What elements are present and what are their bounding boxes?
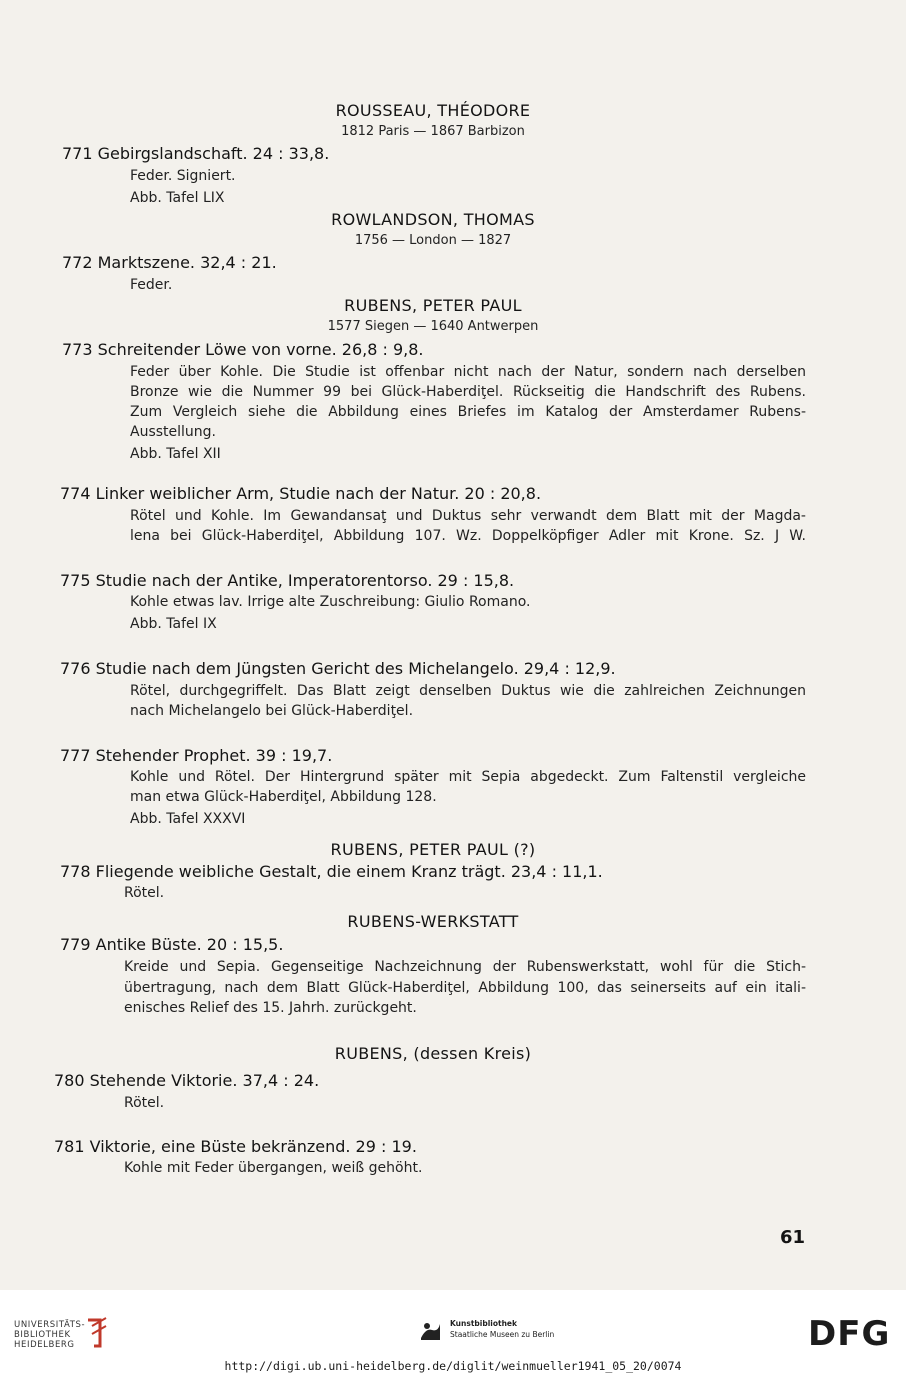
viewer-footer <box>0 1290 906 1375</box>
entry-description: Rötel. <box>124 885 165 901</box>
artist-heading: ROWLANDSON, THOMAS <box>331 210 535 229</box>
university-emblem-icon <box>84 1316 110 1350</box>
artist-dates: 1756 — London — 1827 <box>354 233 512 248</box>
entry-plate-reference: Abb. Tafel IX <box>130 616 217 632</box>
entry-description: Feder über Kohle. Die Studie ist offenbar nicht nach der Natur, sondern nach derselben <box>130 364 806 380</box>
kunstbibliothek-logo-icon[interactable] <box>418 1318 442 1344</box>
entry-description: Kohle etwas lav. Irrige alte Zuschreibung: Giulio Romano. <box>130 594 531 610</box>
entry-description: Ausstellung. <box>130 424 217 440</box>
entry-description: Rötel. <box>124 1095 165 1111</box>
entry-description: übertragung, nach dem Blatt Glück-Haberdiţel, Abbildung 100, das seinerseits auf ein itali- <box>124 980 806 996</box>
kunstbibliothek-subtitle: Staatliche Museen zu Berlin <box>450 1330 555 1339</box>
catalog-entry-title: 774 Linker weiblicher Arm, Studie nach der Natur. 20 : 20,8. <box>60 484 542 503</box>
catalog-entry-title: 780 Stehende Viktorie. 37,4 : 24. <box>54 1071 320 1090</box>
entry-plate-reference: Abb. Tafel XXXVI <box>130 811 246 827</box>
page-number: 61 <box>780 1227 806 1248</box>
entry-description: Feder. <box>130 277 173 293</box>
university-logo-line: HEIDELBERG <box>14 1340 75 1350</box>
catalog-entry-title: 771 Gebirgslandschaft. 24 : 33,8. <box>62 144 330 163</box>
artist-heading: RUBENS, PETER PAUL (?) <box>330 840 536 859</box>
kunstbibliothek-title: Kunstbibliothek <box>450 1319 518 1328</box>
dfg-logo[interactable]: DFG <box>808 1314 891 1354</box>
artist-dates: 1812 Paris — 1867 Barbizon <box>341 124 525 139</box>
artist-dates: 1577 Siegen — 1640 Antwerpen <box>327 319 539 334</box>
catalog-entry-title: 778 Fliegende weibliche Gestalt, die einem Kranz trägt. 23,4 : 11,1. <box>60 862 603 881</box>
entry-description: Bronze wie die Nummer 99 bei Glück-Haberdiţel. Rückseitig die Handschrift des Rubens. <box>130 384 806 400</box>
entry-description: nach Michelangelo bei Glück-Haberdiţel. <box>130 703 414 719</box>
catalog-entry-title: 773 Schreitender Löwe von vorne. 26,8 : 9,8. <box>62 340 424 359</box>
artist-heading: ROUSSEAU, THÉODORE <box>335 101 531 120</box>
artist-heading: RUBENS, (dessen Kreis) <box>334 1044 532 1063</box>
entry-plate-reference: Abb. Tafel LIX <box>130 190 225 206</box>
catalog-entry-title: 775 Studie nach der Antike, Imperatorentorso. 29 : 15,8. <box>60 571 515 590</box>
entry-description: Kohle mit Feder übergangen, weiß gehöht. <box>124 1160 423 1176</box>
catalog-entry-title: 772 Marktszene. 32,4 : 21. <box>62 253 277 272</box>
entry-description: Rötel und Kohle. Im Gewandansaţ und Duktus sehr verwandt dem Blatt mit der Magda- <box>130 508 806 524</box>
entry-plate-reference: Abb. Tafel XII <box>130 446 221 462</box>
kunstbibliothek-label <box>450 1318 554 1340</box>
catalog-entry-title: 777 Stehender Prophet. 39 : 19,7. <box>60 746 333 765</box>
artist-heading: RUBENS, PETER PAUL <box>344 296 522 315</box>
artist-heading: RUBENS-WERKSTATT <box>347 912 519 931</box>
university-logo-line: UNIVERSITÄTS- <box>14 1320 86 1330</box>
entry-description: Kohle und Rötel. Der Hintergrund später mit Sepia abgedeckt. Zum Faltenstil vergleiche <box>130 769 806 785</box>
university-logo-line: BIBLIOTHEK <box>14 1330 71 1340</box>
entry-description: Rötel, durchgegriffelt. Das Blatt zeigt denselben Duktus wie die zahlreichen Zeichnungen <box>130 683 806 699</box>
entry-description: enisches Relief des 15. Jahrh. zurückgeht. <box>124 1000 417 1016</box>
catalog-entry-title: 779 Antike Büste. 20 : 15,5. <box>60 935 284 954</box>
permalink-url[interactable]: http://digi.ub.uni-heidelberg.de/diglit/weinmueller1941_05_20/0074 <box>224 1359 682 1373</box>
entry-description: Feder. Signiert. <box>130 168 236 184</box>
catalog-entry-title: 776 Studie nach dem Jüngsten Gericht des Michelangelo. 29,4 : 12,9. <box>60 659 616 678</box>
entry-description: lena bei Glück-Haberdiţel, Abbildung 107. Wz. Doppelköpfiger Adler mit Krone. Sz. J W. <box>130 528 806 544</box>
catalog-entry-title: 781 Viktorie, eine Büste bekränzend. 29 : 19. <box>54 1137 417 1156</box>
university-library-logo[interactable] <box>14 1320 85 1350</box>
entry-description: man etwa Glück-Haberdiţel, Abbildung 128. <box>130 789 437 805</box>
entry-description: Kreide und Sepia. Gegenseitige Nachzeichnung der Rubenswerkstatt, wohl für die Stich- <box>124 959 806 975</box>
entry-description: Zum Vergleich siehe die Abbildung eines Briefes im Katalog der Amsterdamer Rubens- <box>130 404 806 420</box>
